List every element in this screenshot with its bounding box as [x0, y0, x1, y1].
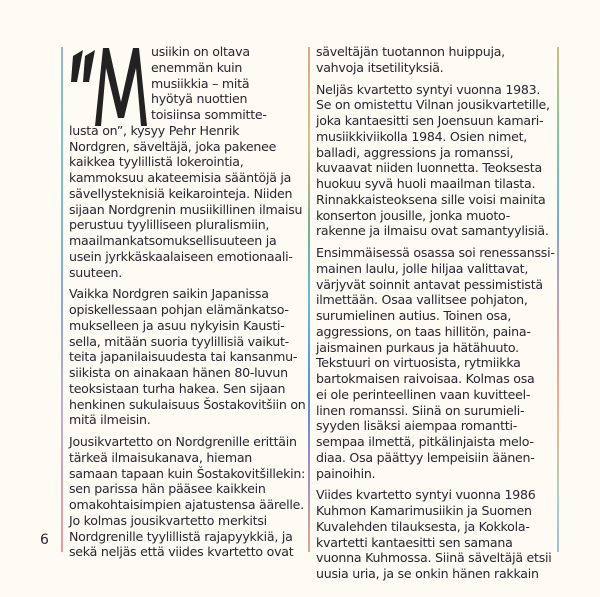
text-line: Viides kvartetto syntyi vuonna 1986: [316, 487, 536, 503]
text-line: siikista on ainakaan hänen 80-luvun: [69, 365, 288, 380]
text-line: konserton jousille, jonka muoto-: [316, 207, 510, 223]
text-line: linen romanssi. Siinä on surumieli-: [316, 402, 525, 418]
text-line: sempaa ilmettä, pitkälinjaista melo-: [316, 434, 534, 449]
column-rule-left: [61, 47, 63, 552]
drop-cap-icon: [69, 46, 149, 126]
text-line: samaan tapaan kuin Šostakovitšillekin:: [69, 465, 306, 481]
text-line: aggressions, on taas hillitön, paina-: [316, 323, 531, 339]
text-line: tärkeä ilmaisukanava, hieman: [69, 449, 253, 465]
text-line: Se on omistettu Vilnan jousikvartetille,: [316, 97, 550, 113]
text-line: teita japanilaisuudesta tai kansanmu-: [69, 349, 298, 365]
text-line: kaikkea tyylillistä lokerointia,: [69, 154, 244, 170]
column-rule-right: [557, 47, 559, 552]
text-line: balladi, aggressions ja romanssi,: [316, 144, 514, 160]
right-column: [316, 44, 555, 588]
page-number: 6: [40, 532, 49, 548]
text-line: Tekstuuri on virtuosista, rytmiikka: [316, 355, 521, 371]
text-line: opiskellessaan pohjan elämänkatso-: [69, 302, 289, 317]
paragraph: [316, 245, 555, 481]
text-line: usein jyrkkäskaalaiseen emotionaali-: [69, 248, 293, 264]
text-line: ei ole perinteellinen vaan kuvitteel-: [316, 386, 531, 402]
text-line: Nordgrenille tyylillistä rajapyykkiä, ja: [69, 528, 293, 544]
paragraph: [316, 82, 552, 240]
text-line: sella, mitään suoria tyylillisiä vaikut-: [69, 333, 289, 349]
paragraph: [69, 286, 305, 428]
column-rule-middle: [308, 47, 310, 552]
text-line: hyötyä nuottien: [151, 91, 248, 107]
text-line: rakenne ja ilmaisu ovat samantyylisiä.: [316, 223, 549, 239]
text-line: toisiinsa sommitte-: [151, 107, 267, 122]
left-column: [69, 44, 305, 566]
text-line: vahvoja itsetilityksiä.: [316, 59, 444, 75]
drop-cap-block: [69, 44, 305, 123]
text-line: huokuu syvä huoli maailman tilasta.: [316, 176, 536, 191]
text-line: suuteen.: [69, 264, 122, 280]
text-line: teoksistaan turha hakea. Sen sijaan: [69, 380, 286, 396]
text-line: musiikkia – mitä: [151, 75, 250, 91]
text-line: painoihin.: [316, 465, 376, 481]
text-line: Nordgren, säveltäjä, joka pakenee: [69, 138, 277, 154]
text-line: joka kantaesitti sen Joensuun kamari-: [316, 113, 544, 128]
text-line: Rinnakkaisteoksena sille voisi mainita: [316, 191, 546, 207]
text-line: bartokmaisen raivoisaa. Kolmas osa: [316, 371, 535, 386]
text-line: Jo kolmas jousikvartetto merkitsi: [69, 512, 267, 528]
paragraph: [69, 434, 305, 560]
text-line: uusia uria, ja se onkin hänen rakkain: [316, 566, 539, 581]
text-line: perustuu tyylilliseen pluralismiin,: [69, 217, 270, 233]
text-line: omakohtaisimpien ajatustensa äärelle.: [69, 497, 304, 512]
text-line: usiikin on oltava: [151, 44, 250, 59]
text-line: kvartetti kantaesitti sen samana: [316, 534, 513, 550]
paragraph: [316, 44, 552, 76]
text-line: sen parissa hän pääsee kaikkein: [69, 481, 266, 497]
text-line: Vaikka Nordgren saikin Japanissa: [69, 286, 269, 302]
text-line: diaa. Osa päättyy lempeisiin äänen-: [316, 449, 535, 465]
text-line: Ensimmäisessä osassa soi renessanssi-: [316, 245, 555, 260]
text-line: Kuvalehden tilauksesta, ja Kokkola-: [316, 518, 530, 534]
text-line: sävellysteknisiä keikarointeja. Niiden: [69, 185, 293, 201]
paragraph: [69, 44, 305, 280]
text-line: lusta on”, kysyy Pehr Henrik: [69, 122, 240, 138]
text-line: säveltäjän tuotannon huippuja,: [316, 44, 505, 59]
paragraph: [316, 487, 552, 582]
text-line: Jousikvartetto on Nordgrenille erittäin: [69, 434, 297, 449]
text-line: mitä ilmeisin.: [69, 412, 151, 428]
text-line: ilmettään. Osaa vallitsee pohjaton,: [316, 292, 528, 308]
text-line: vuonna Kuhmossa. Siinä säveltäjä etsii: [316, 550, 552, 566]
drop-cap-text-lines: [151, 44, 267, 123]
text-line: kuvaavat niiden luonnetta. Teoksesta: [316, 160, 542, 176]
text-line: henkinen sukulaisuus Šostakovitšiin on: [69, 396, 306, 412]
text-line: syyden lisäksi aiempaa romantti-: [316, 418, 517, 434]
text-line: enemmän kuin: [151, 59, 243, 75]
text-line: jaismainen purkaus ja hätähuuto.: [316, 339, 519, 355]
text-line: sekä neljäs että viides kvartetto ovat: [69, 544, 294, 560]
text-line: mukselleen ja asuu nykyisin Kausti-: [69, 317, 285, 333]
text-line: surumielinen autius. Toinen osa,: [316, 308, 512, 323]
text-line: kammoksuu akateemisia sääntöjä ja: [69, 170, 292, 185]
text-line: Neljäs kvartetto syntyi vuonna 1983.: [316, 81, 541, 97]
text-line: Kuhmon Kamarimusiikin ja Suomen: [316, 503, 532, 518]
text-line: sijaan Nordgrenin musiikillinen ilmaisu: [69, 201, 303, 217]
text-line: mainen laulu, jolle hiljaa valittavat,: [316, 260, 529, 276]
text-line: maailmankatsomuksellisuuteen ja: [69, 233, 277, 248]
text-line: musiikkiviikolla 1984. Osien nimet,: [316, 128, 528, 144]
text-line: värjyvät soinnit antavat pessimististä: [316, 276, 543, 292]
